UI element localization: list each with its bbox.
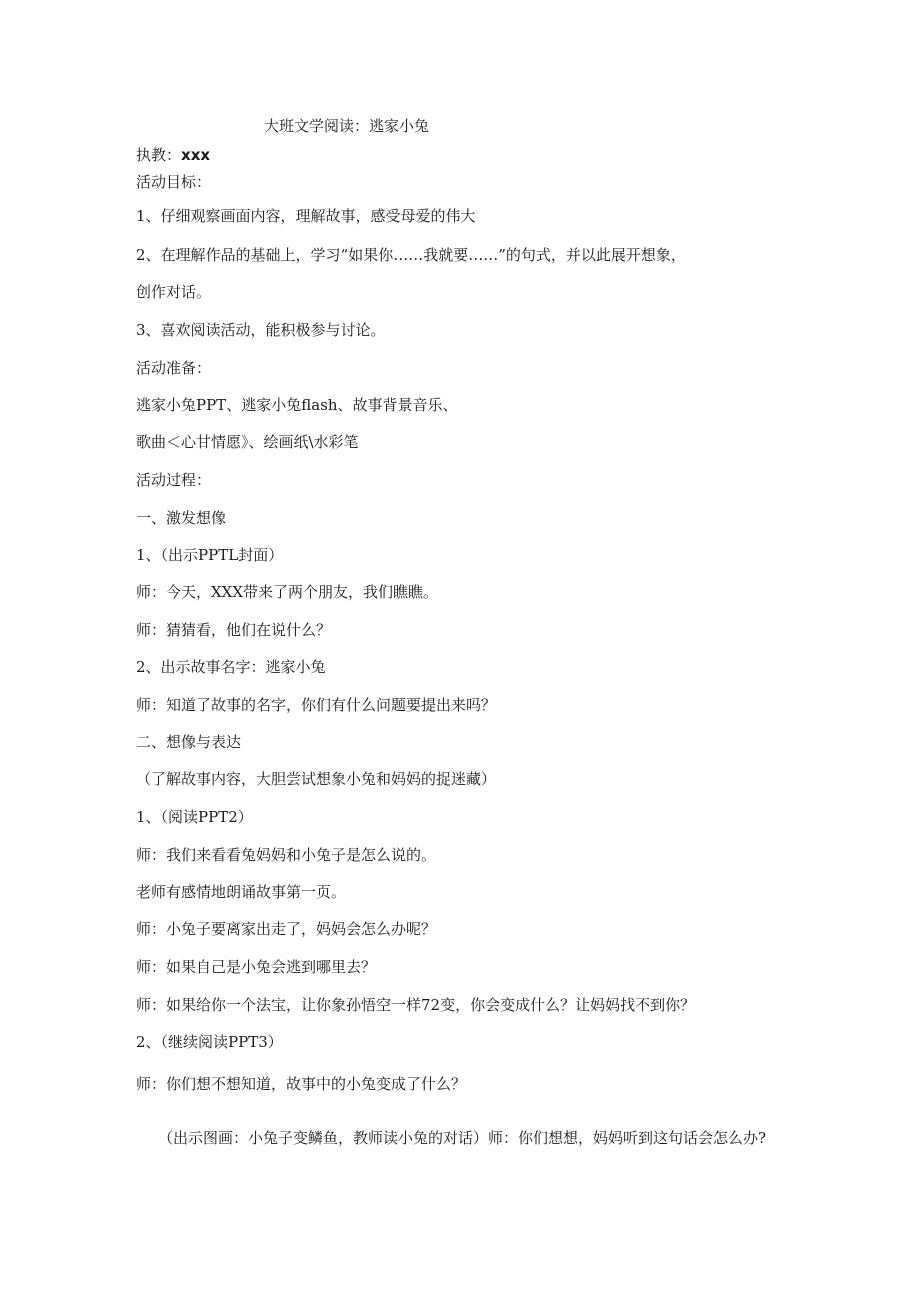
teacher-label: 执教： (136, 146, 182, 164)
teacher-speech: 师：你们想不想知道，故事中的小兔变成了什么？ (136, 1075, 467, 1093)
prep-materials-1: 逃家小兔PPT、逃家小兔flash、故事背景音乐、 (136, 396, 458, 414)
step-1-2: 2、出示故事名字：逃家小兔 (136, 658, 326, 676)
goal-2-continued: 创作对话。 (136, 283, 212, 301)
prep-materials-2: 歌曲＜心甘情愿》、绘画纸\水彩笔 (136, 433, 359, 451)
final-paragraph: （出示图画：小兔子变鳞鱼，教师读小兔的对话）师：你们想想，妈妈听到这句话会怎么办? (158, 1129, 767, 1147)
section-heading-goals: 活动目标： (136, 173, 212, 191)
step-2-1: 1、（阅读PPT2） (136, 808, 253, 826)
goal-3: 3、喜欢阅读活动，能积极参与讨论。 (136, 321, 386, 339)
teacher-name: xxx (181, 146, 211, 164)
goal-2: 2、在理解作品的基础上，学习“如果你……我就要……”的句式，并以此展开想象， (136, 246, 686, 264)
step-2-2: 2、（继续阅读PPT3） (136, 1033, 283, 1051)
section-heading-process: 活动过程： (136, 471, 212, 489)
teacher-speech: 师：我们来看看兔妈妈和小兔子是怎么说的。 (136, 846, 437, 864)
teacher-speech: 师：猜猜看，他们在说什么？ (136, 621, 332, 639)
step-1-1: 1、（出示PPTL封面） (136, 546, 284, 564)
teacher-action: 老师有感情地朗诵故事第一页。 (136, 883, 347, 901)
teacher-line (136, 145, 210, 165)
teacher-speech: 师：如果自己是小兔会逃到哪里去？ (136, 958, 377, 976)
teacher-speech: 师：今天，XXX带来了两个朋友，我们瞧瞧。 (136, 583, 439, 601)
step-2-note: （了解故事内容，大胆尝试想象小兔和妈妈的捉迷藏） (136, 770, 497, 788)
document-title: 大班文学阅读：逃家小兔 (264, 117, 430, 135)
goal-1: 1、仔细观察画面内容，理解故事，感受母爱的伟大 (136, 207, 476, 225)
teacher-speech: 师：知道了故事的名字，你们有什么问题要提出来吗？ (136, 696, 497, 714)
step-heading-1: 一、激发想像 (136, 509, 227, 527)
step-heading-2: 二、想像与表达 (136, 733, 242, 751)
teacher-speech: 师：如果给你一个法宝，让你象孙悟空一样72变，你会变成什么？让妈妈找不到你？ (136, 996, 696, 1014)
teacher-speech: 师：小兔子要离家出走了，妈妈会怎么办呢？ (136, 920, 437, 938)
section-heading-prep: 活动准备： (136, 359, 212, 377)
